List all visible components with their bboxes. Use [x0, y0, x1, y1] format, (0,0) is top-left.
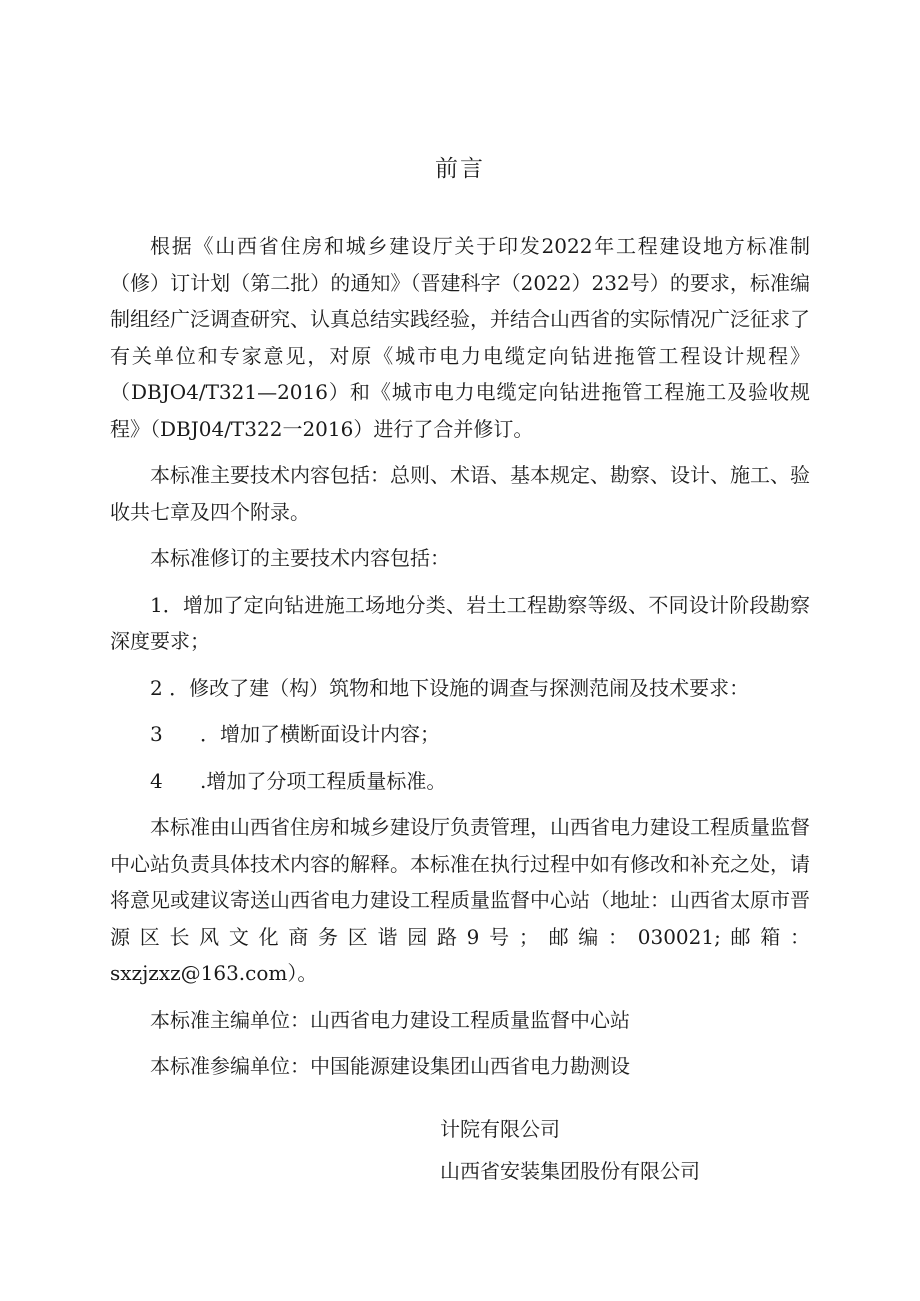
paragraph-revision-intro: 本标准修订的主要技术内容包括： [150, 546, 450, 570]
paragraph-management: 本标准由山西省住房和城乡建设厅负责管理，山西省电力建设工程质量监督中心站负责具体技术内容的解释。本标准在执行过程中如有修改和补充之处，请将意见或建议寄送山西省电力建设工程质量监督中心站（地址：山西省太原市晋源区长风文化商务区谐园路9号；邮编：030021;邮箱：sxzjzxz@163.com）。 [110, 815, 810, 985]
item-text: 修改了建（构）筑物和地下设施的调查与探测范闹及技术要求： [189, 675, 750, 700]
list-item [110, 763, 810, 800]
list-item [110, 587, 810, 660]
item-number: 1． [150, 592, 183, 617]
co-editor-unit-continued: 计院有限公司 [440, 1116, 560, 1141]
item-number: 4 [150, 768, 163, 793]
chief-editor-unit: 本标准主编单位：山西省电力建设工程质量监督中心站 [150, 1007, 630, 1032]
item-text: .增加了分项工程质量标准。 [200, 768, 447, 793]
co-editor-unit: 本标准参编单位：中国能源建设集团山西省电力勘测设 [150, 1054, 630, 1078]
page-title: 前言 [435, 156, 485, 182]
item-number: 2 ． [150, 675, 190, 700]
list-item [110, 670, 810, 707]
paragraph-basis: 根据《山西省住房和城乡建设厅关于印发2022年工程建设地方标准制（修）订计划（第二批）的通知》（晋建科字（2022）232号）的要求，标准编制组经广泛调查研究、认真总结实践经验，并结合山西省的实际情况广泛征求了有关单位和专家意见，对原《城市电力电缆定向钻进拖管工程设计规程》（DBJO4/T321—2016）和《城市电力电缆定向钻进拖管工程施工及验收规程》（DBJ04/T322一2016）进行了合并修订。 [110, 234, 810, 441]
preface-body [110, 228, 810, 1190]
item-number: 3 [150, 722, 163, 746]
item-text: ．增加了横断面设计内容； [200, 722, 440, 746]
list-item [110, 716, 810, 753]
item-text: 增加了定向钻进施工场地分类、岩土工程勘察等级、不同设计阶段勘察深度要求； [110, 592, 810, 653]
paragraph-contents: 本标准主要技术内容包括：总则、术语、基本规定、勘察、设计、施工、验收共七章及四个附录。 [110, 463, 810, 524]
co-editor-unit-second: 山西省安装集团股份有限公司 [440, 1159, 700, 1183]
